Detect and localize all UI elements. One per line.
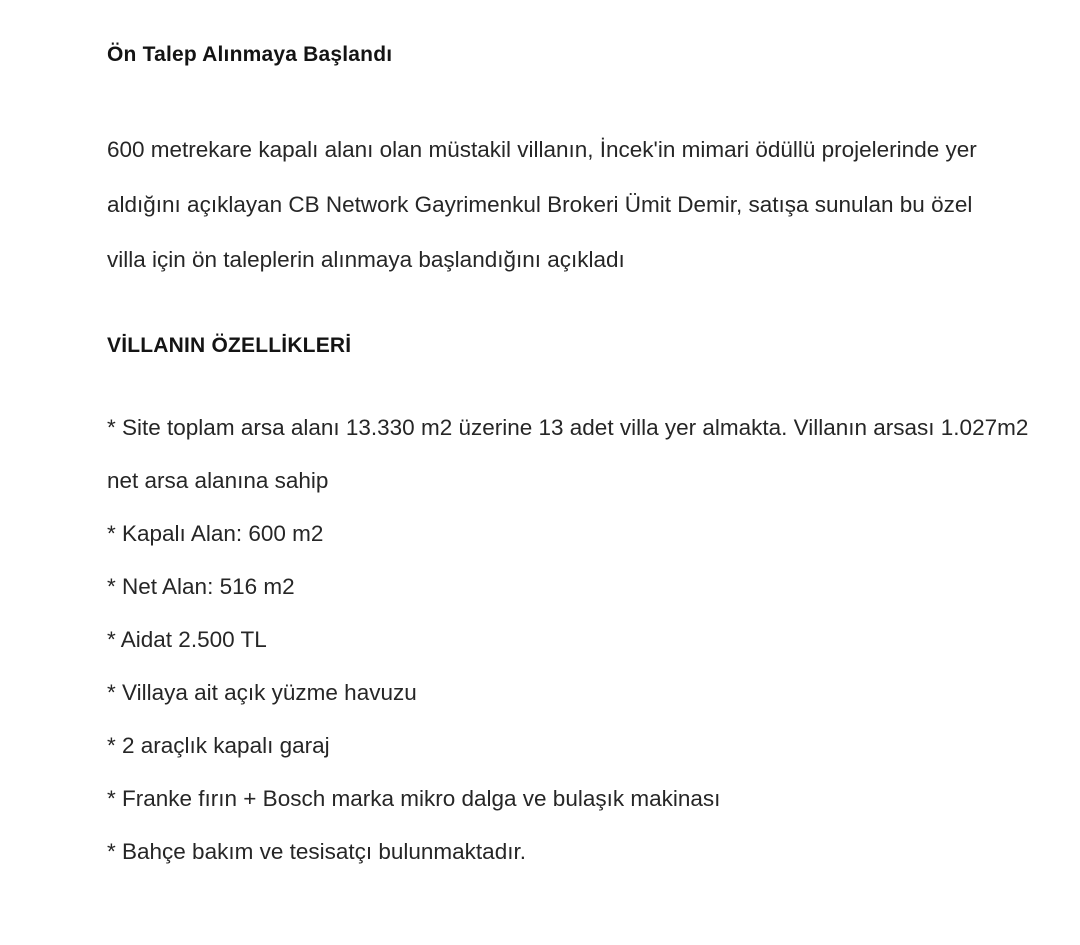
list-item: * Villaya ait açık yüzme havuzu: [107, 680, 417, 705]
list-item: * Bahçe bakım ve tesisatçı bulunmaktadır.: [107, 839, 526, 864]
list-item: * Aidat 2.500 TL: [107, 627, 267, 652]
list-item: * Net Alan: 516 m2: [107, 574, 295, 599]
section-spacer: [107, 70, 1040, 122]
section-spacer: [107, 361, 1040, 401]
page-title: Ön Talep Alınmaya Başlandı: [107, 43, 393, 66]
features-heading: VİLLANIN ÖZELLİKLERİ: [107, 334, 352, 357]
section-spacer: [107, 287, 1040, 331]
list-item: * Franke fırın + Bosch marka mikro dalga ve bulaşık makinası: [107, 786, 721, 811]
features-list: [107, 401, 1040, 878]
list-item: * 2 araçlık kapalı garaj: [107, 733, 330, 758]
intro-paragraph: 600 metrekare kapalı alanı olan müstakil villanın, İncek'in mimari ödüllü projelerinde yer aldığını açıklayan CB Network Gayrimenkul Brokeri Ümit Demir, satışa sunulan bu özel villa için ön taleplerin alınmaya başlandığını açıkladı: [107, 137, 977, 272]
list-item: * Kapalı Alan: 600 m2: [107, 521, 324, 546]
list-item: * Site toplam arsa alanı 13.330 m2 üzerine 13 adet villa yer almakta. Villanın arsası 1.027m2 net arsa alanına sahip: [107, 415, 1035, 493]
